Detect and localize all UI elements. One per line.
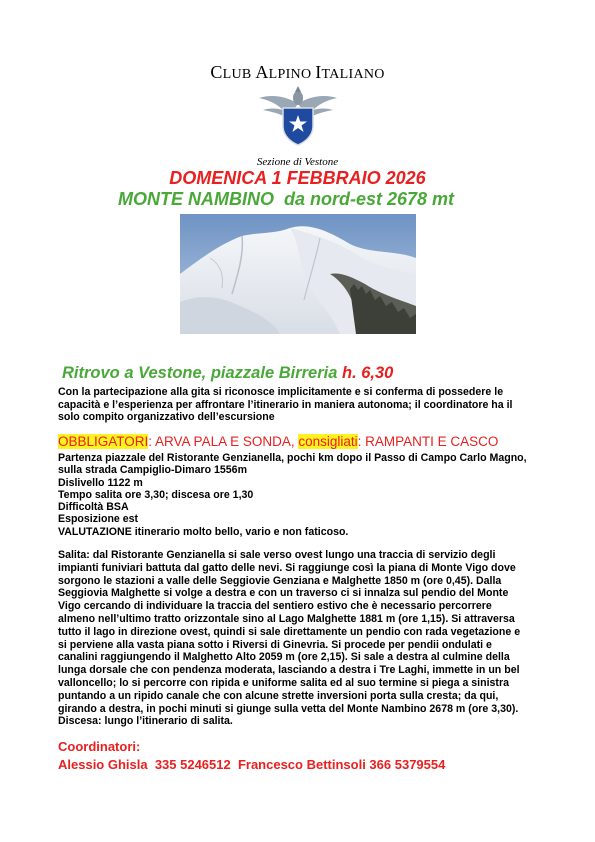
coordinators-label: Coordinatori: (58, 739, 141, 754)
detail-elevation: Dislivello 1122 m (58, 476, 143, 489)
mountain-photo (180, 214, 416, 334)
mandatory-items: : ARVA PALA E SONDA, (148, 434, 299, 449)
meeting-time: h. 6,30 (341, 364, 394, 382)
club-word-2: ALPINO (255, 62, 316, 82)
club-name (0, 62, 595, 83)
ascent-description: Salita: dal Ristorante Genzianella si sale verso ovest lungo una traccia di servizio degli impianti funiviari battuta dal gatto delle nevi. Si raggiunge così la piana di Monte Vigo dove sorgono le stazioni a valle delle Seggiovie Genziana e Malghette 1850 m (ore 0,45). Dalla Seggiovia Malghette si volge a destra e con un traverso ci si innalza sul pendio del Monte Vigo cercando di individuare la traccia del sentiero estivo che è necessario percorrere almeno nell’ultimo tratto orizzontale sino al Lago Malghette 1881 m (ore 1,15). Si attraversa tutto il lago in direzione ovest, quindi si sale direttamente un pendio con rada vegetazione e si perviene alla vasta piana sotto i Riversi di Ginevria. Si procede per pendii ondulati e canalini raggiungendo il Malghetto Alto 2059 m (ore 2,15). Si sale a destra al culmine della lunga dorsale che con pendenza moderata, lasciando a destra i Tre Laghi, immette in un bel valloncello; lo si percorre con ripida e uniforme salita ed al suo termine si piega a sinistra puntando a un ripido canale che con alcune strette inversioni porta sulla cresta; da qui, girando a destra, in pochi minuti si giunge sulla vetta del Monte Nambino 2678 m (ore 3,30). (58, 549, 521, 715)
recommended-label: consigliati (298, 434, 358, 449)
equipment-line (58, 434, 498, 449)
detail-difficulty: Difficoltà BSA (58, 501, 129, 514)
coordinators-names: Alessio Ghisla 335 5246512 Francesco Bettinsoli 366 5379554 (58, 757, 446, 772)
event-date: DOMENICA 1 FEBBRAIO 2026 (169, 168, 426, 188)
club-word-1: CLUB (210, 62, 256, 82)
detail-start: Partenza piazzale del Ristorante Genzianella, pochi km dopo il Passo di Campo Carlo Magno, sulla strada Campiglio-Dimaro 1556m (58, 452, 527, 477)
cai-logo (257, 82, 339, 146)
detail-times: Tempo salita ore 3,30; discesa ore 1,30 (58, 488, 254, 501)
detail-rating: VALUTAZIONE itinerario molto bello, vario e non faticoso. (58, 525, 349, 538)
event-peak: MONTE NAMBINO da nord-est 2678 mt (118, 189, 455, 209)
recommended-items: : RAMPANTI E CASCO (357, 434, 499, 449)
detail-exposure: Esposizione est (58, 513, 139, 526)
meeting-point-label: Ritrovo a Vestone, piazzale Birreria (62, 364, 342, 382)
club-word-3: ITALIANO (315, 62, 385, 82)
descent-description: Discesa: lungo l’itinerario di salita. (58, 715, 233, 728)
mandatory-label: OBBLIGATORI (58, 434, 149, 449)
intro-paragraph: Con la partecipazione alla gita si riconosce implicitamente e si conferma di possedere le capacità e l’esperienza per affrontare l’itinerario in maniera autonoma; il coordinatore ha il solo compito organizzativo dell’escursione (58, 386, 513, 423)
coordinators (58, 738, 445, 774)
meeting-point (62, 364, 393, 383)
route-description (58, 549, 528, 728)
route-details (58, 452, 528, 538)
section-name: Sezione di Vestone (256, 156, 339, 168)
